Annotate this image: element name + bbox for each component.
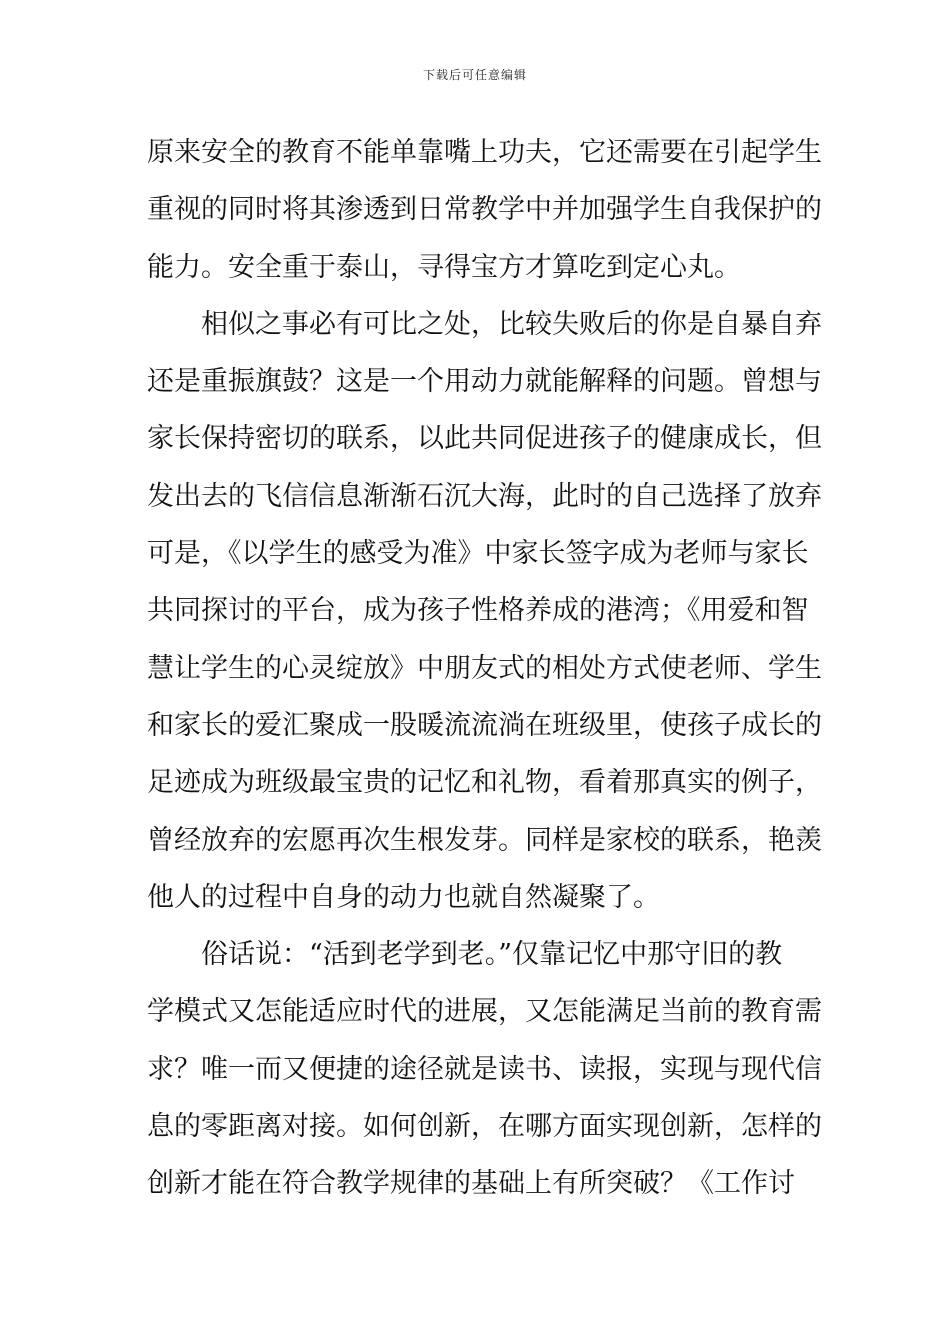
text-line: 学模式又怎能适应时代的进展，又怎能满足当前的教育需: [147, 996, 822, 1028]
text-line: 慧让学生的心灵绽放》中朋友式的相处方式使老师、学生: [147, 652, 822, 684]
text-line: 重视的同时将其渗透到日常教学中并加强学生自我保护的: [147, 194, 822, 226]
text-line: 共同探讨的平台，成为孩子性格养成的港湾；《用爱和智: [147, 595, 809, 627]
text-line: 能力。安全重于泰山，寻得宝方才算吃到定心丸。: [147, 251, 741, 283]
text-line: 息的零距离对接。如何创新，在哪方面实现创新，怎样的: [147, 1111, 822, 1143]
text-line: 创新才能在符合教学规律的基础上有所突破？《工作讨: [147, 1168, 795, 1200]
text-line: 足迹成为班级最宝贵的记忆和礼物，看着那真实的例子，: [147, 767, 822, 799]
text-line: 可是，《以学生的感受为准》中家长签字成为老师与家长: [147, 538, 809, 570]
text-line: 曾经放弃的宏愿再次生根发芽。同样是家校的联系，艳羡: [147, 824, 822, 856]
document-body: [147, 128, 827, 1217]
text-line: 求？唯一而又便捷的途径就是读书、读报，实现与现代信: [147, 1053, 822, 1085]
paragraph-first-line: 俗话说：“活到老学到老。”仅靠记忆中那守旧的教: [201, 939, 783, 971]
paragraph-first-line: 相似之事必有可比之处，比较失败后的你是自暴自弃: [201, 308, 822, 340]
text-line: 和家长的爱汇聚成一股暖流流淌在班级里，使孩子成长的: [147, 709, 822, 741]
text-line: 发出去的飞信信息渐渐石沉大海，此时的自己选择了放弃: [147, 480, 822, 512]
text-line: 他人的过程中自身的动力也就自然凝聚了。: [147, 881, 660, 913]
text-line: 还是重振旗鼓？这是一个用动力就能解释的问题。曾想与: [147, 366, 822, 398]
text-line: 原来安全的教育不能单靠嘴上功夫，它还需要在引起学生: [147, 137, 822, 168]
text-line: 家长保持密切的联系，以此共同促进孩子的健康成长，但: [147, 423, 822, 455]
page-header: 下载后可任意编辑: [422, 68, 527, 82]
